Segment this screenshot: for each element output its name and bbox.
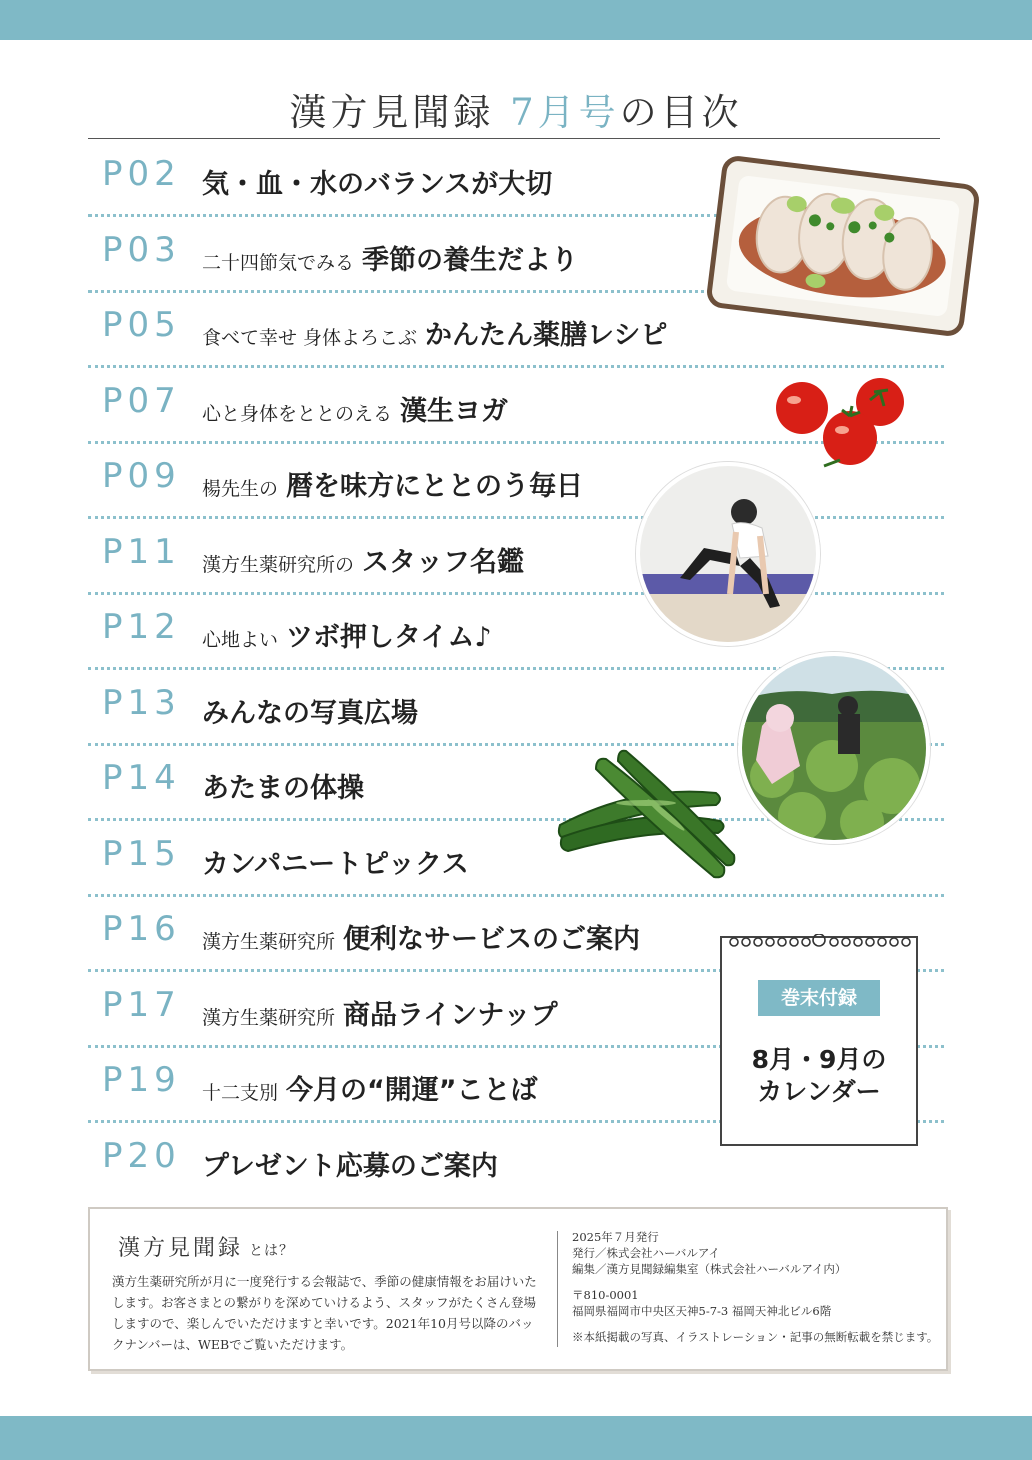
toc-page-number: P20 — [102, 1135, 181, 1176]
about-description: 漢方生薬研究所が月に一度発行する会報誌で、季節の健康情報をお届けいたします。お客さまとの繋がりを深めていけるよう、スタッフがたくさん登場しますので、楽しんでいただけますと幸いです。2021年10月号以降のバックナンバーは、WEBでご覧いただけます。 — [112, 1274, 537, 1352]
toc-entry — [202, 615, 492, 654]
toc-prefix: 漢方生薬研究所 — [202, 931, 336, 953]
toc-entry — [202, 1144, 498, 1183]
toc-title: あたまの体操 — [202, 773, 364, 804]
field-photo — [738, 652, 930, 844]
toc-prefix: 十二支別 — [202, 1082, 279, 1104]
yoga-photo — [636, 462, 820, 646]
top-band — [0, 0, 1032, 40]
page-title — [0, 82, 1032, 136]
appendix-badge: 巻末付録 — [758, 980, 880, 1016]
toc-page-number: P13 — [102, 682, 181, 723]
toc-page-number: P09 — [102, 456, 181, 496]
toc-title: ツボ押しタイム♪ — [286, 622, 492, 653]
toc-prefix: 楊先生の — [202, 478, 279, 500]
toc-prefix: 心地よい — [202, 629, 279, 651]
about-title-suffix: とは？ — [249, 1243, 295, 1259]
toc-page-number: P07 — [102, 380, 181, 421]
toc-page-number: P15 — [102, 833, 181, 874]
toc-title: 漢生ヨガ — [400, 395, 509, 427]
about-divider — [557, 1231, 558, 1347]
bottom-band — [0, 1416, 1032, 1460]
address: 福岡県福岡市中央区天神5-7-3 福岡天神北ビル6階 — [572, 1304, 832, 1318]
toc-page-number: P02 — [102, 154, 181, 194]
toc-title: かんたん薬膳レシピ — [425, 320, 668, 351]
pork-roll-plate-image — [703, 151, 983, 342]
toc-title: みんなの写真広場 — [202, 697, 418, 729]
about-title — [118, 1231, 294, 1262]
toc-title: 商品ラインナップ — [343, 999, 558, 1031]
toc-entry — [202, 313, 667, 352]
calendar-title-line1: 8月・9月の — [751, 1045, 887, 1074]
toc-entry — [202, 464, 583, 503]
about-box — [88, 1207, 948, 1371]
toc-title: カンパニートピックス — [202, 848, 469, 880]
toc-page-number: P14 — [102, 758, 181, 798]
postal-code: 〒810-0001 — [572, 1288, 639, 1302]
calendar-title-line2: カレンダー — [757, 1077, 881, 1106]
toc-title: 暦を味方にととのう毎日 — [286, 471, 584, 502]
toc-title: スタッフ名鑑 — [362, 546, 525, 578]
toc-page-number: P12 — [102, 607, 181, 647]
toc-row — [88, 142, 718, 217]
toc-page-number: P05 — [102, 305, 181, 345]
toc-prefix: 食べて幸せ 身体よろこぶ — [202, 327, 418, 349]
copyright-notice: ※本紙掲載の写真、イラストレーション・記事の無断転載を禁じます。 — [572, 1330, 939, 1344]
toc-title: プレゼント応募のご案内 — [202, 1150, 498, 1182]
toc-title: 今月の“開運”ことば — [286, 1075, 538, 1106]
toc-prefix: 漢方生薬研究所 — [202, 1006, 336, 1029]
toc-entry — [202, 842, 469, 881]
toc-entry — [202, 389, 508, 428]
toc-entry — [202, 238, 578, 277]
publication-info — [572, 1229, 942, 1345]
toc-page-number: P03 — [102, 229, 181, 270]
cucumbers-image — [556, 745, 736, 885]
toc-prefix: 心と身体をととのえる — [202, 402, 393, 425]
binder-rings-icon — [722, 934, 916, 950]
toc-page-number: P11 — [102, 531, 181, 572]
publisher: 発行／株式会社ハーバルアイ — [572, 1246, 720, 1260]
toc-prefix: 漢方生薬研究所の — [202, 553, 355, 576]
toc-entry — [202, 162, 552, 201]
toc-entry — [202, 691, 418, 730]
toc-title: 季節の養生だより — [362, 244, 579, 276]
issue-date: 2025年７月発行 — [572, 1230, 659, 1244]
toc-row — [88, 218, 718, 293]
editor: 編集／漢方見聞録編集室（株式会社ハーバルアイ内） — [572, 1262, 847, 1276]
toc-entry — [202, 766, 364, 805]
toc-page-number: P17 — [102, 984, 181, 1025]
toc-page-number: P16 — [102, 909, 181, 949]
toc-entry — [202, 1068, 538, 1107]
tomatoes-image — [770, 372, 910, 472]
title-rule — [88, 138, 940, 139]
toc-entry — [202, 917, 640, 956]
toc-entry — [202, 540, 524, 579]
title-suffix: の目次 — [619, 91, 743, 134]
toc-prefix: 二十四節気でみる — [202, 251, 355, 274]
toc-page-number: P19 — [102, 1060, 181, 1100]
title-issue: 7月号 — [510, 91, 620, 134]
title-main: 漢方見聞録 — [289, 91, 495, 134]
toc-title: 気・血・水のバランスが大切 — [202, 169, 553, 200]
toc-title: 便利なサービスのご案内 — [343, 924, 641, 955]
appendix-calendar-card — [720, 936, 918, 1146]
toc-entry — [202, 993, 558, 1032]
about-title-main: 漢方見聞録 — [118, 1236, 244, 1261]
